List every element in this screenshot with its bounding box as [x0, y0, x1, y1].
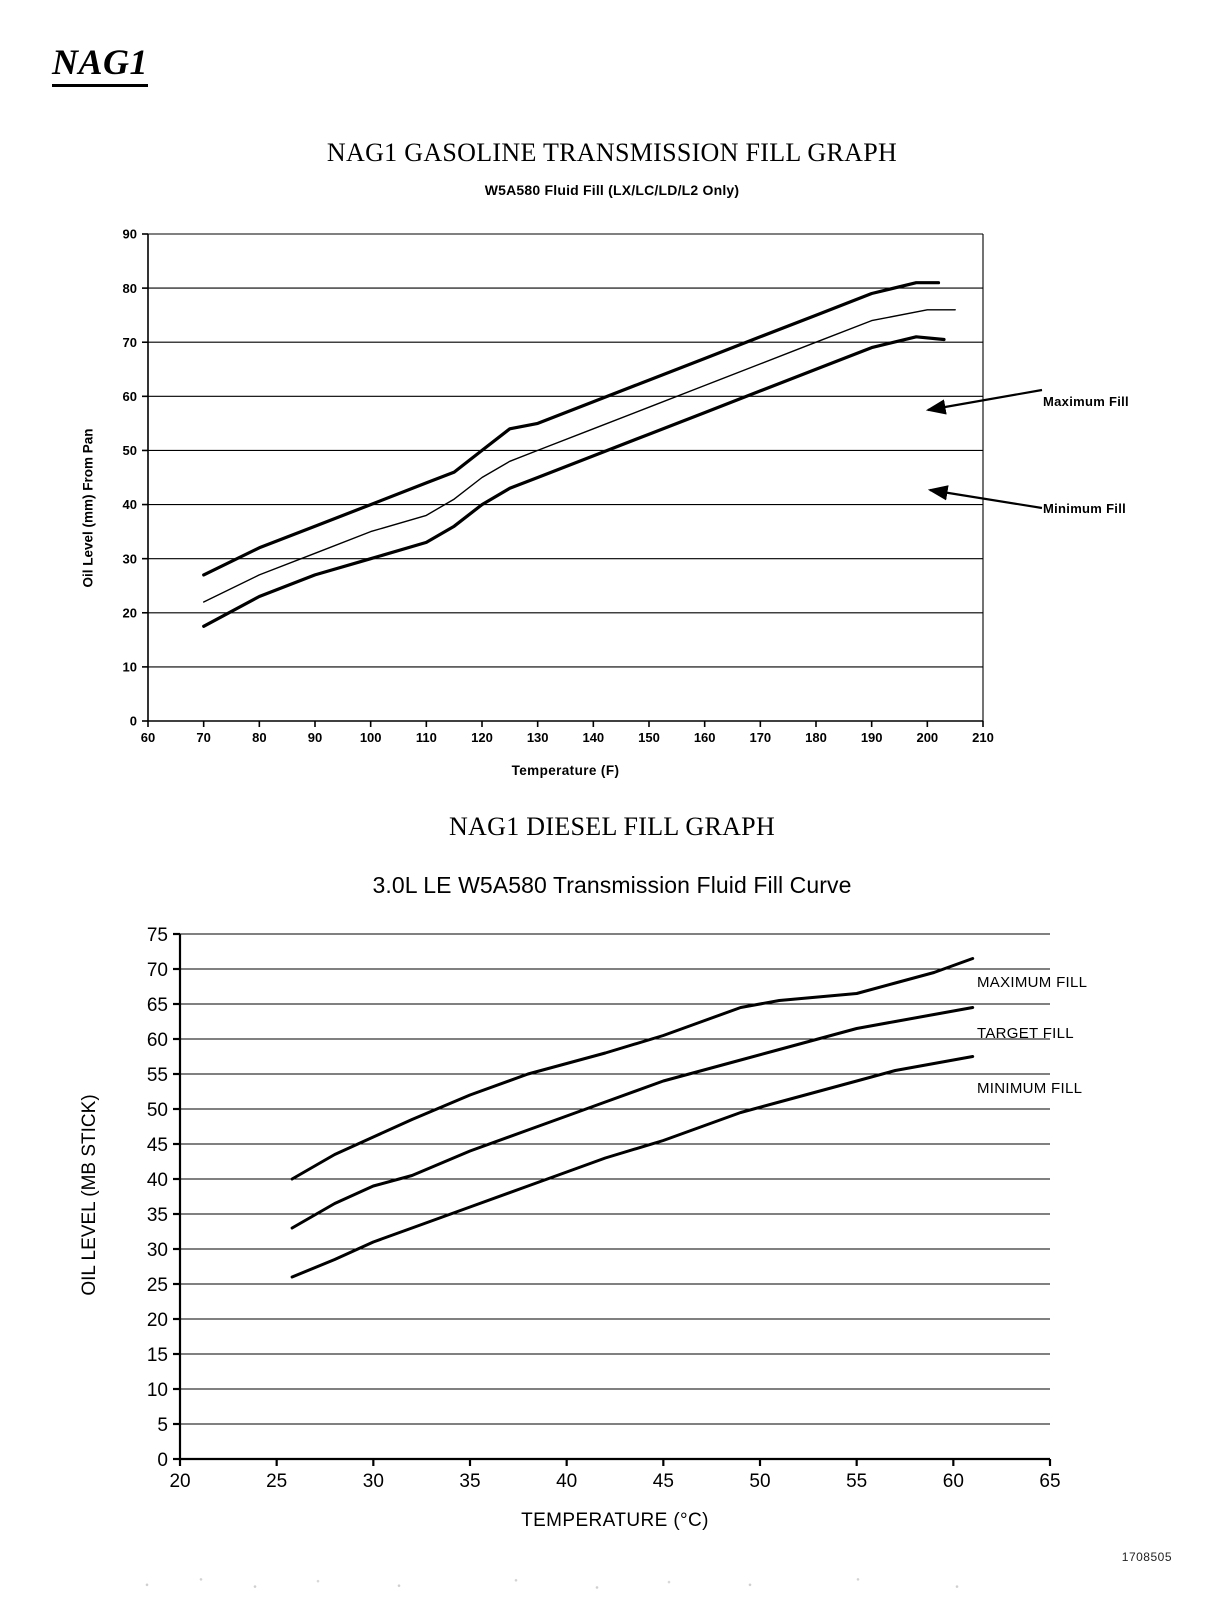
chart1-x-axis-label: Temperature (F): [511, 763, 620, 778]
svg-text:55: 55: [146, 1064, 168, 1086]
chart2-legend-minimum-fill: MINIMUM FILL: [977, 1080, 1083, 1097]
chart2-subtitle: 3.0L LE W5A580 Transmission Fluid Fill Curve: [372, 872, 852, 898]
svg-text:150: 150: [638, 730, 660, 745]
svg-text:60: 60: [140, 730, 156, 745]
svg-text:40: 40: [122, 497, 137, 513]
svg-text:20: 20: [122, 605, 137, 621]
chart2-legend-target-fill: TARGET FILL: [977, 1025, 1074, 1042]
svg-text:65: 65: [146, 994, 168, 1016]
svg-text:25: 25: [266, 1471, 288, 1492]
svg-text:70: 70: [196, 730, 211, 745]
svg-text:80: 80: [252, 730, 267, 745]
svg-text:90: 90: [122, 226, 137, 242]
svg-text:60: 60: [146, 1029, 168, 1051]
svg-text:75: 75: [146, 924, 168, 946]
chart1-y-axis-label: Oil Level (mm) From Pan: [80, 428, 96, 588]
svg-text:15: 15: [146, 1344, 168, 1366]
svg-text:90: 90: [307, 730, 323, 745]
chart1-plot-area: [122, 226, 994, 745]
gasoline-fill-chart: [0, 138, 1224, 798]
chart2-legend-maximum-fill: MAXIMUM FILL: [977, 974, 1088, 991]
svg-text:0: 0: [129, 713, 137, 729]
svg-text:160: 160: [693, 730, 716, 745]
svg-text:60: 60: [942, 1471, 964, 1492]
svg-text:35: 35: [459, 1471, 481, 1492]
page-title: NAG1: [52, 44, 148, 87]
svg-text:140: 140: [582, 730, 605, 745]
chart1-annotation-arrows: [900, 368, 1060, 548]
svg-text:30: 30: [362, 1471, 384, 1492]
svg-text:200: 200: [916, 730, 939, 745]
svg-text:35: 35: [146, 1204, 168, 1226]
chart2-title: NAG1 DIESEL FILL GRAPH: [448, 812, 776, 841]
chart1-annotation-minimum-fill: Minimum Fill: [1043, 501, 1127, 516]
chart1-subtitle: W5A580 Fluid Fill (LX/LC/LD/L2 Only): [484, 182, 740, 198]
svg-text:25: 25: [146, 1274, 168, 1296]
svg-text:80: 80: [122, 280, 137, 296]
svg-text:170: 170: [749, 730, 772, 745]
svg-text:65: 65: [1039, 1471, 1061, 1492]
svg-text:130: 130: [526, 730, 549, 745]
diesel-fill-chart: [0, 920, 1224, 1560]
svg-text:210: 210: [972, 730, 994, 745]
svg-text:70: 70: [146, 959, 168, 981]
chart1-title: NAG1 GASOLINE TRANSMISSION FILL GRAPH: [326, 138, 898, 167]
svg-text:5: 5: [157, 1414, 168, 1436]
svg-text:70: 70: [122, 334, 137, 350]
chart2-x-axis-label: TEMPERATURE (°C): [521, 1510, 709, 1531]
chart2-plot-area: [146, 924, 1061, 1492]
svg-text:10: 10: [122, 659, 137, 675]
svg-text:50: 50: [146, 1099, 168, 1121]
svg-text:45: 45: [652, 1471, 674, 1492]
svg-text:110: 110: [415, 730, 437, 745]
svg-text:180: 180: [805, 730, 827, 745]
svg-text:30: 30: [122, 551, 137, 567]
svg-text:100: 100: [359, 730, 382, 745]
chart2-y-axis-label: OIL LEVEL (MB STICK): [79, 1094, 100, 1296]
svg-text:190: 190: [860, 730, 883, 745]
svg-text:20: 20: [169, 1471, 191, 1492]
svg-text:30: 30: [146, 1239, 168, 1261]
svg-text:50: 50: [122, 443, 137, 459]
svg-text:60: 60: [122, 389, 137, 405]
svg-text:40: 40: [146, 1169, 168, 1191]
svg-text:20: 20: [146, 1309, 168, 1331]
svg-text:50: 50: [749, 1471, 771, 1492]
chart1-annotation-maximum-fill: Maximum Fill: [1043, 394, 1129, 409]
scan-noise: [120, 1574, 1020, 1592]
document-number: 1708505: [1121, 1550, 1172, 1564]
svg-text:0: 0: [157, 1449, 168, 1471]
svg-text:120: 120: [471, 730, 493, 745]
svg-text:45: 45: [146, 1134, 168, 1156]
svg-text:10: 10: [146, 1379, 168, 1401]
svg-text:55: 55: [846, 1471, 868, 1492]
svg-text:40: 40: [556, 1471, 578, 1492]
